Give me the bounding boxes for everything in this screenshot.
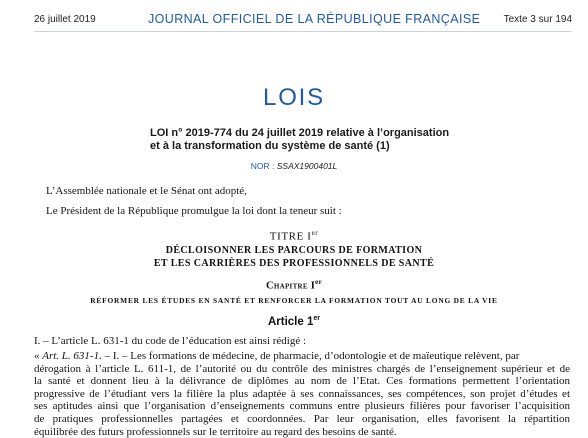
nor-reference bbox=[0, 161, 588, 171]
titre-label: TITRE I bbox=[269, 230, 312, 243]
titre-heading bbox=[0, 229, 588, 243]
chapitre-sup: er bbox=[315, 278, 322, 286]
preamble-president: Le Président de la République promulgue la loi dont la teneur suit : bbox=[46, 205, 342, 217]
article-line-1-text: – I. – Les formations de médecine, de pharmacie, d’odontologie et de maïeutique relèvent, par bbox=[101, 350, 520, 362]
chapitre-heading bbox=[0, 278, 588, 292]
publication-date: 26 juillet 2019 bbox=[34, 14, 96, 25]
article-line-7: équilibrée des futurs professionnels sur le territoire au regard des besoins de santé. bbox=[34, 425, 397, 438]
article-sup: er bbox=[313, 315, 320, 322]
article-line-2: dérogation à l’article L. 611-1, de l’autorité ou du contrôle des ministres chargés de l’enseignement supérieur et de bbox=[34, 362, 570, 375]
quote-open: « bbox=[34, 350, 43, 362]
titre-sup: er bbox=[311, 229, 319, 237]
journal-title: JOURNAL OFFICIEL DE LA RÉPUBLIQUE FRANÇAISE bbox=[148, 12, 481, 26]
article-reference: Art. L. 631-1. bbox=[42, 350, 102, 362]
article-line-3: la santé et donnent lieu à la délivrance de diplômes au nom de l’Etat. Ces formations permettent l’orientation bbox=[34, 375, 570, 388]
chapitre-label: Chapitre I bbox=[265, 280, 316, 292]
article-heading bbox=[0, 315, 588, 328]
text-number: Texte 3 sur 194 bbox=[503, 14, 572, 25]
law-title-line-2: et à la transformation du système de santé (1) bbox=[150, 140, 390, 152]
chapitre-subtitle: RÉFORMER LES ÉTUDES EN SANTÉ ET RENFORCER LA FORMATION TOUT AU LONG DE LA VIE bbox=[90, 296, 498, 305]
article-label: Article 1 bbox=[267, 315, 314, 328]
article-quoted-text bbox=[34, 350, 570, 438]
law-title-line-1: LOI n° 2019-774 du 24 juillet 2019 relative à l’organisation bbox=[150, 127, 450, 139]
nor-label: NOR : bbox=[250, 161, 275, 171]
article-line-5: ses aptitudes ainsi que l’organisation d’enseignements communs entre plusieurs filières pour favoriser l’acquisition bbox=[34, 400, 570, 413]
article-line-4: progressive de l’étudiant vers la filière la plus adaptée à ses connaissances, ses compétences, son projet d’études et bbox=[34, 387, 570, 400]
law-title bbox=[150, 127, 480, 153]
header-divider bbox=[34, 31, 572, 32]
titre-subtitle bbox=[0, 245, 588, 270]
section-heading: LOIS bbox=[263, 84, 325, 111]
preamble-assemblee: L’Assemblée nationale et le Sénat ont adopté, bbox=[46, 185, 247, 197]
article-line-6: de pratiques professionnelles partagées et coordonnées. Par leur organisation, elles favorisent la répartition bbox=[34, 412, 570, 425]
titre-subtitle-line-2: ET LES CARRIÈRES DES PROFESSIONNELS DE SANTÉ bbox=[153, 257, 435, 269]
titre-subtitle-line-1: DÉCLOISONNER LES PARCOURS DE FORMATION bbox=[165, 245, 423, 256]
article-line-1 bbox=[34, 350, 570, 363]
article-alinea: I. – L’article L. 631-1 du code de l’éducation est ainsi rédigé : bbox=[34, 335, 307, 347]
nor-code: SSAX1900401L bbox=[276, 161, 338, 171]
